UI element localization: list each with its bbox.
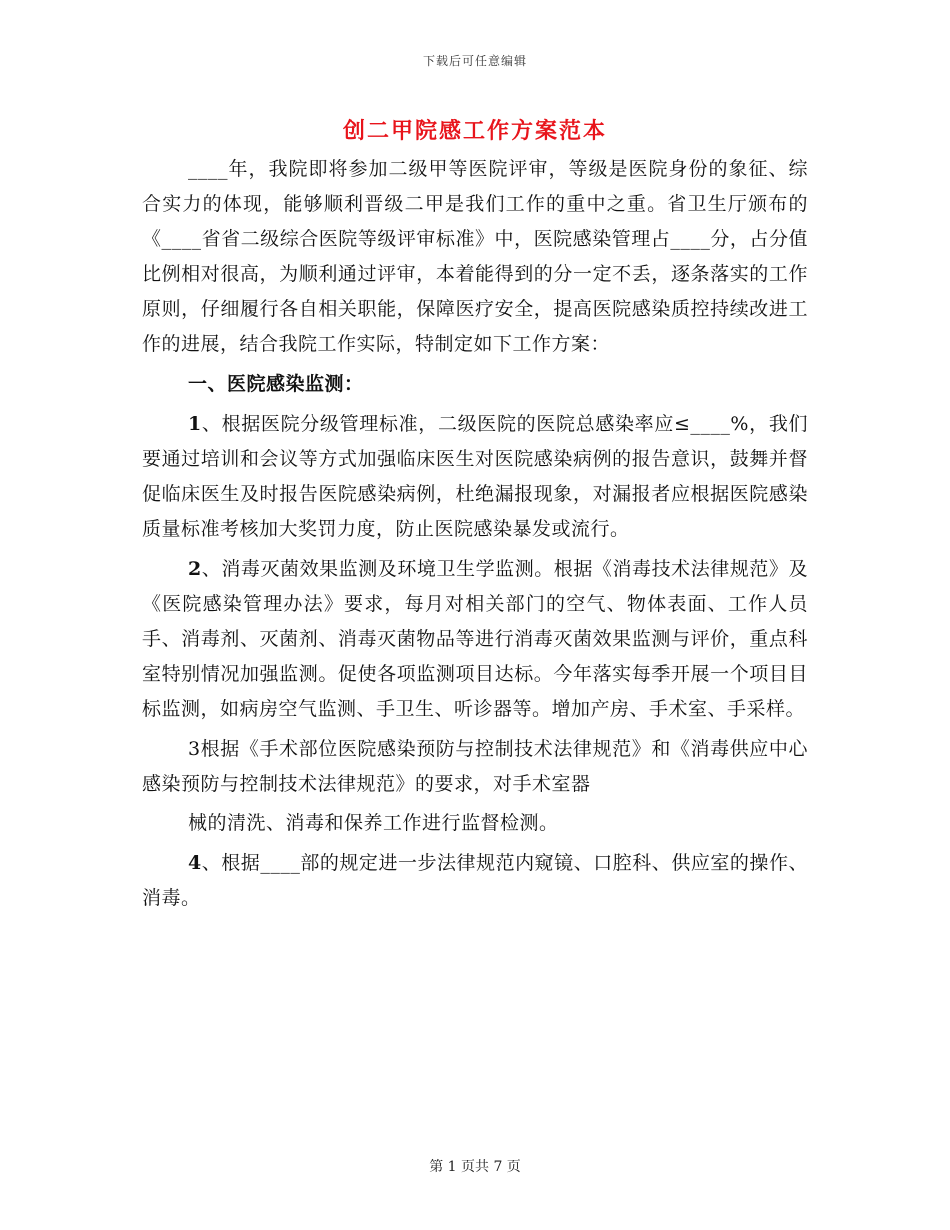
page-header: 下载后可任意编辑 bbox=[422, 54, 527, 68]
list-item-number: 2 bbox=[188, 558, 202, 580]
list-item-3-continuation: 械的清洗、消毒和保养工作进行监督检测。 bbox=[188, 812, 559, 834]
list-item-4 bbox=[142, 846, 808, 916]
section-heading: 一、医院感染监测： bbox=[188, 373, 364, 395]
list-item-3: 3根据《手术部位医院感染预防与控制技术法律规范》和《消毒供应中心感染预防与控制技术法律规范》的要求，对手术室器 bbox=[142, 738, 808, 795]
list-item-number: 1 bbox=[188, 413, 202, 435]
document-body bbox=[142, 152, 808, 916]
document-title: 创二甲院感工作方案范本 bbox=[342, 118, 607, 144]
list-item-text: 、消毒灭菌效果监测及环境卫生学监测。根据《消毒技术法律规范》及《医院感染管理办法》要求，每月对相关部门的空气、物体表面、工作人员手、消毒剂、灭菌剂、消毒灭菌物品等进行消毒灭菌效果监测与评价，重点科室特别情况加强监测。促使各项监测项目达标。今年落实每季开展一个项目目标监测，如病房空气监测、手卫生、听诊器等。增加产房、手术室、手采样。 bbox=[142, 558, 808, 720]
intro-paragraph: ____年，我院即将参加二级甲等医院评审，等级是医院身份的象征、综合实力的体现，能够顺利晋级二甲是我们工作的重中之重。省卫生厅颁布的《____省省二级综合医院等级评审标准》中，医院感染管理占____分，占分值比例相对很高，为顺利通过评审，本着能得到的分一定不丢，逐条落实的工作原则，仔细履行各自相关职能，保障医疗安全，提高医院感染质控持续改进工作的进展，结合我院工作实际，特制定如下工作方案： bbox=[142, 158, 808, 355]
page-footer: 第 1 页共 7 页 bbox=[429, 1159, 521, 1175]
list-item-1 bbox=[142, 407, 808, 547]
list-item-2 bbox=[142, 552, 808, 727]
list-item-text: 、根据医院分级管理标准，二级医院的医院总感染率应≤____%，我们要通过培训和会议等方式加强临床医生对医院感染病例的报告意识，鼓舞并督促临床医生及时报告医院感染病例，杜绝漏报现象，对漏报者应根据医院感染质量标准考核加大奖罚力度，防止医院感染暴发或流行。 bbox=[142, 413, 808, 540]
list-item-number: 4 bbox=[188, 852, 202, 874]
list-item-text: 、根据____部的规定进一步法律规范内窥镜、口腔科、供应室的操作、消毒。 bbox=[142, 852, 808, 909]
